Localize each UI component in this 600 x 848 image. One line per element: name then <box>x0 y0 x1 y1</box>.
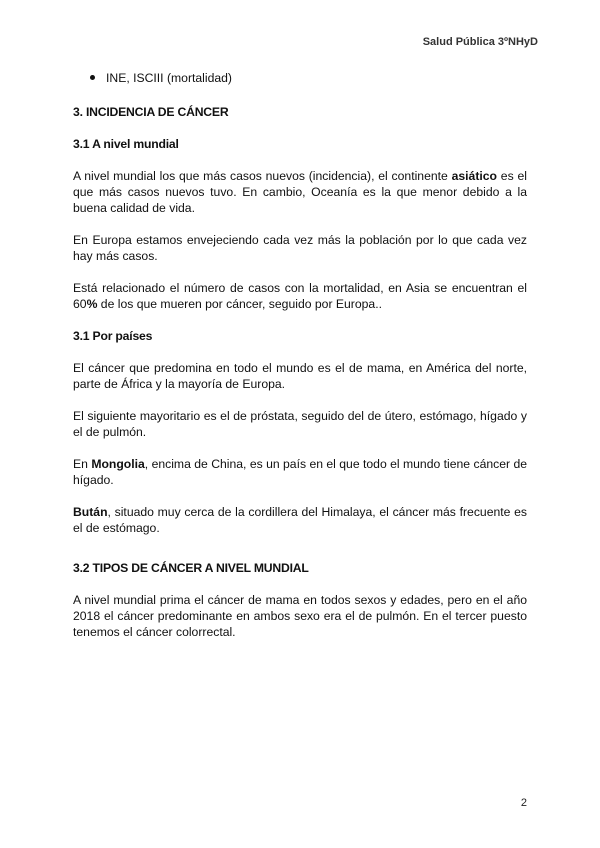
paragraph-text: , encima de China, es un país en el que todo el mundo tiene cáncer de hígado. <box>73 457 527 487</box>
subsection-heading-por-paises: 3.1 Por países <box>73 329 153 343</box>
paragraph-butan <box>73 504 527 536</box>
paragraph-tipos-cancer: A nivel mundial prima el cáncer de mama en todos sexos y edades, pero en el año 2018 el cáncer predominante en ambos sexo era el de pulmón. En el tercer puesto tenemos el cáncer colorrectal. <box>73 593 527 639</box>
list-item <box>90 70 527 86</box>
paragraph-text: , situado muy cerca de la cordillera del Himalaya, el cáncer más frecuente es el de estómago. <box>73 505 527 535</box>
section-heading-tipos-cancer: 3.2 TIPOS DE CÁNCER A NIVEL MUNDIAL <box>73 561 309 575</box>
section-heading-incidencia: 3. INCIDENCIA DE CÁNCER <box>73 105 229 119</box>
page-header: Salud Pública 3ºNHyD <box>422 36 538 48</box>
paragraph-prostata: El siguiente mayoritario es el de próstata, seguido del de útero, estómago, hígado y el de pulmón. <box>73 409 527 439</box>
paragraph-text: Está relacionado el número de casos con la mortalidad, en Asia se encuentran el 60 <box>73 281 527 311</box>
bold-percent-sign: % <box>86 297 98 311</box>
paragraph-mortalidad <box>73 280 527 312</box>
paragraph-cancer-mama: El cáncer que predomina en todo el mundo es el de mama, en América del norte, parte de África y la mayoría de Europa. <box>73 361 527 391</box>
paragraph-text: En <box>73 457 92 471</box>
bullet-icon <box>90 75 95 80</box>
page-number: 2 <box>520 797 527 809</box>
paragraph-text: A nivel mundial los que más casos nuevos (incidencia), el continente <box>73 169 452 183</box>
document-body <box>73 70 527 656</box>
bold-term-asiatico: asiático <box>451 169 497 183</box>
list-item-text: INE, ISCIII (mortalidad) <box>106 71 232 85</box>
paragraph-text: de los que mueren por cáncer, seguido por Europa.. <box>97 297 382 311</box>
subsection-heading-nivel-mundial: 3.1 A nivel mundial <box>73 137 179 151</box>
bold-term-butan: Bután <box>73 505 108 519</box>
paragraph-mongolia <box>73 456 527 488</box>
paragraph-continente-asiatico <box>73 168 527 216</box>
paragraph-text: es el que más casos nuevos tuvo. En cambio, Oceanía es la que menor debido a la buena calidad de vida. <box>73 169 527 215</box>
bold-term-mongolia: Mongolia <box>91 457 145 471</box>
paragraph-europa: En Europa estamos envejeciendo cada vez más la población por lo que cada vez hay más casos. <box>73 233 527 263</box>
